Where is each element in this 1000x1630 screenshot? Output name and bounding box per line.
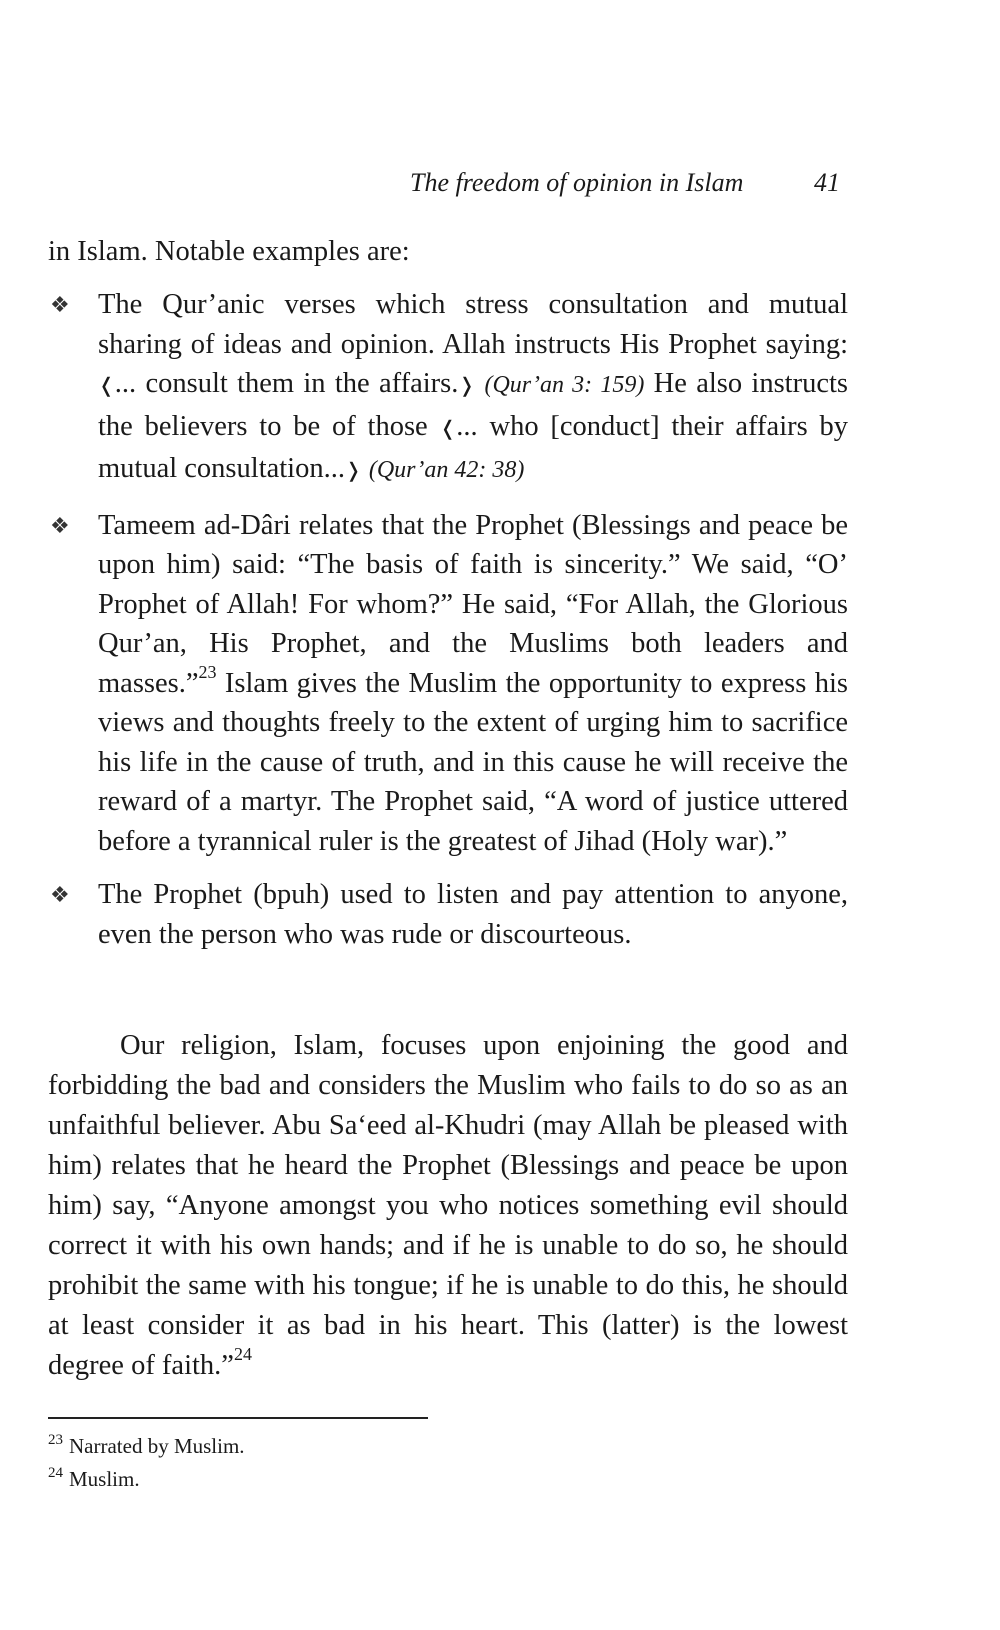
quran-quote: ... consult them in the affairs. [114,368,459,399]
footnotes [48,1430,245,1496]
footnote [48,1463,245,1496]
list-item [48,506,848,862]
quran-reference: (Qur’an 3: 159) [484,372,645,398]
intro-line: in Islam. Notable examples are: [48,236,410,267]
quran-reference: (Qur’an 42: 38) [368,457,525,483]
quran-close-bracket-icon: ❭ [344,460,362,482]
footnote-text: Narrated by Muslim. [69,1434,245,1458]
footnote-divider [48,1417,428,1419]
quran-open-bracket-icon: ❬ [439,417,457,440]
ornament-bullet-icon: ❖ [50,292,70,317]
footnote-ref[interactable]: 24 [233,1343,252,1364]
examples-list [48,285,848,968]
footnote-ref[interactable]: 23 [198,661,217,682]
header-title: The freedom of opinion in Islam [410,168,744,197]
bullet-text: He also instructs the believers to be of those [98,368,849,442]
body-paragraph [48,1026,848,1386]
bullet-text: Islam gives the Muslim the opportunity to express his views and thoughts freely to the extent of urging him to sacrifice his life in the cause of truth, and in this cause he will receive the reward of a martyr. The Prophet said, “A word of justice uttered before a tyrannical ruler is the greatest of Jihad (Holy war).” [98,667,848,857]
page-number: 41 [814,168,840,197]
footnote-number: 24 [48,1465,63,1481]
list-item [48,875,848,954]
bullet-text: Tameem ad-Dâri relates that the Prophet (Blessings and peace be upon him) said: “The basis of faith is sincerity.” We said, “O’ Prophet of Allah! For whom?” He said, “For Allah, the Glorious Qur’an, His Prophet, and the Muslims both leaders and masses.” [98,509,848,699]
bullet-text: The Qur’anic verses which stress consultation and mutual sharing of ideas and opinion. Allah instructs His Prophet saying: [98,289,848,360]
list-item [48,285,848,492]
ornament-bullet-icon: ❖ [50,882,70,907]
bullet-text: The Prophet (bpuh) used to listen and pay attention to anyone, even the person who was rude or discourteous. [98,879,848,950]
footnote-text: Muslim. [69,1467,140,1491]
footnote [48,1430,245,1463]
quran-close-bracket-icon: ❭ [458,375,476,397]
ornament-bullet-icon: ❖ [50,512,70,538]
paragraph-text: Our religion, Islam, focuses upon enjoining the good and forbidding the bad and considers the Muslim who fails to do so as an unfaithful believer. Abu Sa‘eed al-Khudri (may Allah be pleased with him) relates that he heard the Prophet (Blessings and peace be upon him) say, “Anyone amongst you who notices something evil should correct it with his own hands; and if he is unable to do so, he should prohibit the same with his tongue; if he is unable to do this, he should at least consider it as bad in his heart. This (latter) is the lowest degree of faith.” [48,1029,848,1381]
quran-open-bracket-icon: ❬ [98,375,115,397]
footnote-number: 23 [48,1432,63,1448]
quran-quote: ... who [conduct] their affairs by mutual consultation... [98,410,849,484]
